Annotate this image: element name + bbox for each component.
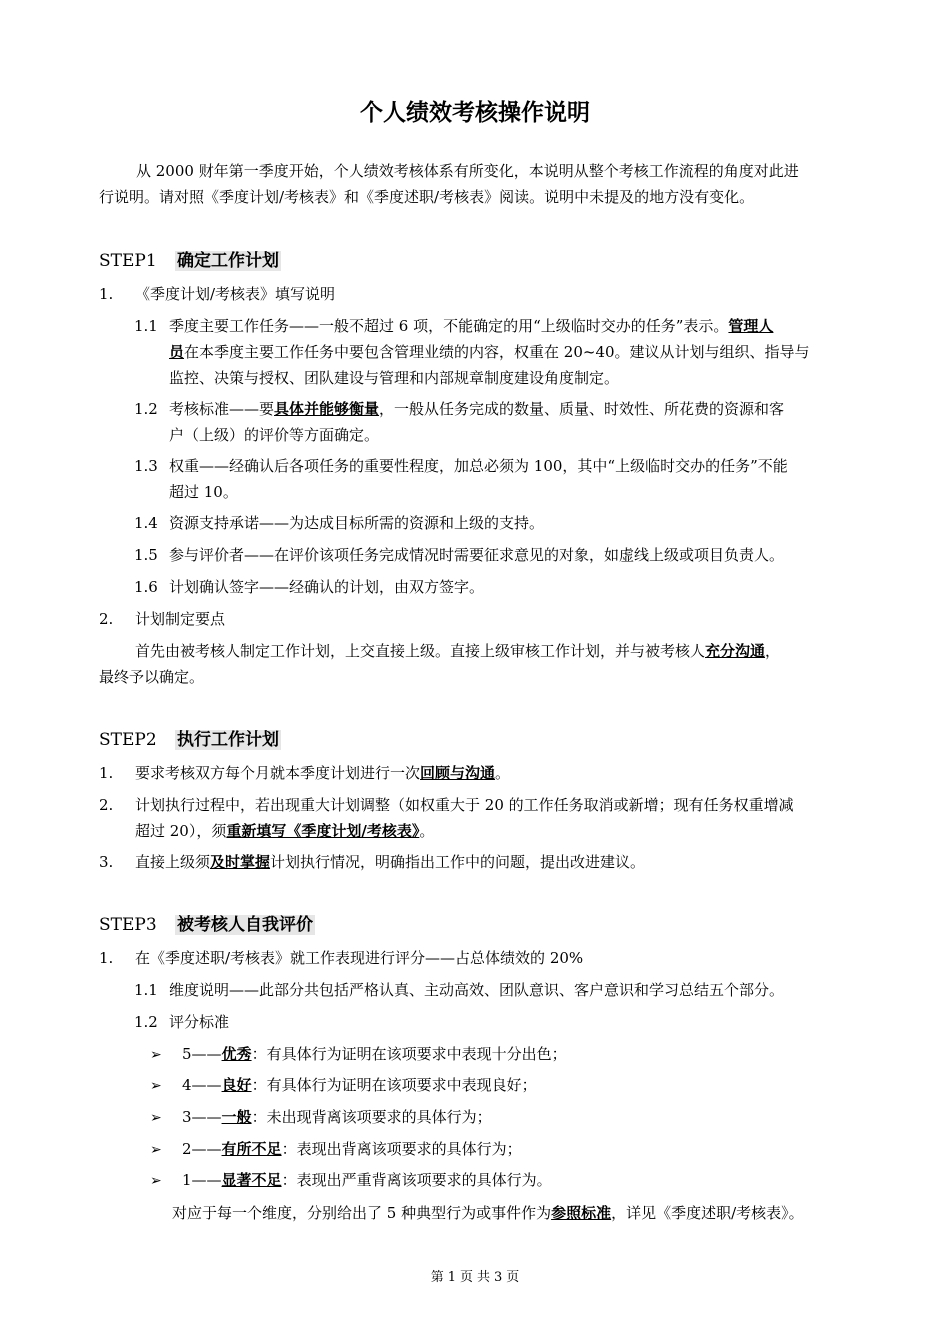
- intro-line-1: 从 2000 财年第一季度开始，个人绩效考核体系有所变化，本说明从整个考核工作流程的角度对此进: [136, 162, 799, 180]
- sub-item: 1.4 资源支持承诺——为达成目标所需的资源和上级的支持。: [134, 514, 545, 532]
- step-heading: 被考核人自我评价: [177, 915, 313, 935]
- emphasis: 及时掌握: [210, 853, 271, 871]
- emphasis: 充分沟通: [705, 642, 766, 660]
- arrow-bullet-icon: ➢: [150, 1047, 162, 1063]
- sub-item: 1.6 计划确认签字——经确认的计划，由双方签字。: [134, 578, 485, 596]
- page-total: 3: [494, 1270, 503, 1285]
- emphasis: 有所不足: [221, 1140, 282, 1158]
- page-footer: 第 1 页 共 3 页: [430, 1270, 520, 1285]
- emphasis: 一般: [221, 1108, 252, 1126]
- emphasis: 回顾与沟通: [420, 764, 496, 782]
- bullet-item: ➢ 1——显著不足：表现出严重背离该项要求的具体行为。: [150, 1167, 552, 1194]
- step-label: STEP3: [99, 915, 157, 935]
- emphasis: 显著不足: [221, 1171, 282, 1189]
- emphasis: 良好: [221, 1076, 252, 1094]
- emphasis: 具体并能够衡量: [274, 400, 380, 418]
- emphasis: 重新填写《季度计划/考核表》: [226, 822, 420, 840]
- arrow-bullet-icon: ➢: [150, 1078, 162, 1094]
- arrow-bullet-icon: ➢: [150, 1173, 162, 1189]
- bullet-item: ➢ 2——有所不足：表现出背离该项要求的具体行为；: [150, 1136, 522, 1163]
- intro-line-2: 行说明。请对照《季度计划/考核表》和《季度述职/考核表》阅读。说明中未提及的地方没有变化。: [99, 188, 755, 206]
- list-item: 1. 在《季度述职/考核表》就工作表现进行评分——占总体绩效的 20%: [99, 949, 584, 967]
- sub-item-continuation: 户（上级）的评价等方面确定。: [169, 426, 380, 444]
- page-title: 个人绩效考核操作说明: [360, 100, 590, 126]
- sub-item: 1.1 维度说明——此部分共包括严格认真、主动高效、团队意识、客户意识和学习总结五个部分。: [134, 981, 785, 999]
- list-item-continuation: 超过 20），须重新填写《季度计划/考核表》。: [135, 822, 435, 840]
- paragraph-line: 首先由被考核人制定工作计划，上交直接上级。直接上级审核工作计划，并与被考核人充分沟通，: [135, 642, 781, 660]
- bullet-item: ➢ 3——一般：未出现背离该项要求的具体行为；: [150, 1104, 492, 1131]
- list-item: 2. 计划制定要点: [99, 610, 226, 628]
- arrow-bullet-icon: ➢: [150, 1110, 162, 1126]
- step-label: STEP2: [99, 730, 157, 750]
- list-item: 1. 要求考核双方每个月就本季度计划进行一次回顾与沟通。: [99, 764, 511, 782]
- emphasis: 优秀: [221, 1045, 252, 1063]
- step2-header: [99, 727, 281, 753]
- closing-paragraph: 对应于每一个维度，分别给出了 5 种典型行为或事件作为参照标准，详见《季度述职/考核表》。: [172, 1204, 804, 1222]
- step-heading: 执行工作计划: [177, 730, 279, 750]
- page-number: 1: [447, 1270, 456, 1285]
- bullet-item: ➢ 5——优秀：有具体行为证明在该项要求中表现十分出色；: [150, 1041, 567, 1068]
- sub-item: 1.5 参与评价者——在评价该项任务完成情况时需要征求意见的对象，如虚线上级或项目负责人。: [134, 546, 785, 564]
- bullet-item: ➢ 4——良好：有具体行为证明在该项要求中表现良好；: [150, 1072, 537, 1099]
- paragraph-line: 最终予以确定。: [99, 668, 205, 686]
- sub-item: 1.2 考核标准——要具体并能够衡量，一般从任务完成的数量、质量、时效性、所花费的资源和客: [134, 400, 785, 418]
- emphasis: 参照标准: [551, 1204, 612, 1222]
- emphasis: 员: [169, 343, 185, 361]
- arrow-bullet-icon: ➢: [150, 1142, 162, 1158]
- step-heading: 确定工作计划: [177, 251, 279, 271]
- list-item: 1. 《季度计划/考核表》填写说明: [99, 285, 336, 303]
- sub-item-continuation: 监控、决策与授权、团队建设与管理和内部规章制度建设角度制定。: [169, 369, 620, 387]
- list-item: 2. 计划执行过程中，若出现重大计划调整（如权重大于 20 的工作任务取消或新增；现有任务权重增减: [99, 796, 794, 814]
- sub-item: 1.1 季度主要工作任务——一般不超过 6 项，不能确定的用“上级临时交办的任务”表示。管理人: [134, 317, 774, 335]
- step1-header: [99, 248, 281, 274]
- list-item: 3. 直接上级须及时掌握计划执行情况，明确指出工作中的问题，提出改进建议。: [99, 853, 646, 871]
- step3-header: [99, 912, 315, 938]
- sub-item: 1.2 评分标准: [134, 1013, 230, 1031]
- sub-item: 1.3 权重——经确认后各项任务的重要性程度，加总必须为 100，其中“上级临时交办的任务”不能: [134, 457, 788, 475]
- step-label: STEP1: [99, 251, 157, 271]
- emphasis: 管理人: [728, 317, 774, 335]
- sub-item-continuation: 员在本季度主要工作任务中要包含管理业绩的内容，权重在 20~40。建议从计划与组织、指导与: [169, 343, 810, 361]
- sub-item-continuation: 超过 10。: [169, 483, 238, 501]
